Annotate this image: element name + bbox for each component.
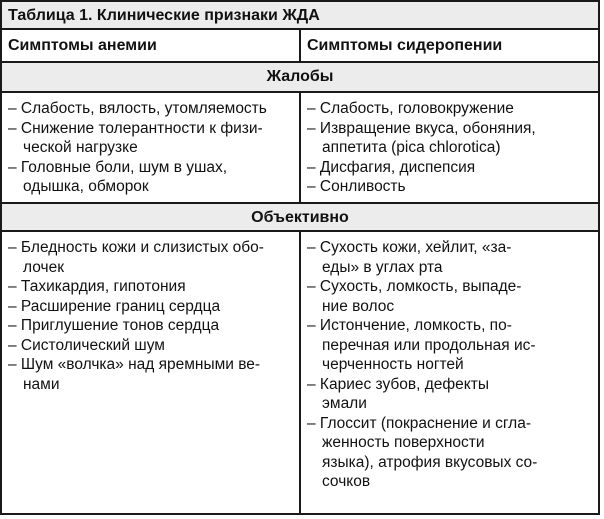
list-item: ние волос [322, 297, 395, 315]
list-item: – Систолический шум [8, 336, 165, 354]
list-item: – Сонливость [307, 178, 406, 195]
list-item: нами [23, 375, 60, 393]
section-complaints: Жалобы [2, 63, 598, 93]
list-item: – Дисфагия, диспепсия [307, 158, 476, 176]
list-item: лочек [23, 258, 64, 276]
list-item: – Сухость кожи, хейлит, «за- [307, 239, 512, 256]
list-item: – Сухость, ломкость, выпаде- [307, 278, 522, 295]
list-item: женность поверхности [322, 434, 485, 451]
section-objective: Объективно [2, 202, 598, 232]
list-item: перечная или продольная ис- [322, 336, 536, 354]
table-row [2, 232, 598, 514]
table-title: Таблица 1. Клинические признаки ЖДА [2, 2, 598, 30]
complaints-anemia-cell [2, 93, 301, 202]
list-item: – Тахикардия, гипотония [8, 278, 186, 295]
table-header-row [2, 30, 598, 63]
list-item: – Слабость, вялость, утомляемость [8, 100, 267, 117]
list-item: еды» в углах рта [322, 258, 443, 276]
list-item: аппетита (pica chlorotica) [322, 139, 501, 156]
header-sideropenia-symptoms: Симптомы сидеропении [307, 37, 503, 54]
list-item: – Истончение, ломкость, по- [307, 317, 512, 334]
list-item: – Глоссит (покраснение и сгла- [307, 414, 531, 432]
list-item: – Приглушение тонов сердца [8, 317, 220, 334]
list-item: – Головные боли, шум в ушах, [8, 158, 228, 176]
list-item: сочков [322, 473, 371, 490]
list-item: – Кариес зубов, дефекты [307, 375, 489, 393]
list-item: эмали [322, 395, 367, 412]
table-row [2, 93, 598, 202]
list-item: – Извращение вкуса, обоняния, [307, 119, 536, 137]
list-item: одышка, обморок [23, 178, 149, 195]
list-item: – Бледность кожи и слизистых обо- [8, 239, 264, 256]
list-item: ческой нагрузке [23, 139, 138, 156]
objective-sideropenia-cell [301, 232, 598, 514]
list-item: черченность ногтей [322, 356, 464, 373]
header-anemia-symptoms: Симптомы анемии [2, 30, 301, 61]
list-item: – Снижение толерантности к физи- [8, 119, 263, 137]
complaints-sideropenia-cell [301, 93, 598, 202]
list-item: – Слабость, головокружение [307, 100, 514, 117]
objective-anemia-cell [2, 232, 301, 514]
list-item: языка), атрофия вкусовых со- [322, 453, 538, 471]
list-item: – Шум «волчка» над яремными ве- [8, 356, 261, 373]
list-item: – Расширение границ сердца [8, 297, 221, 315]
